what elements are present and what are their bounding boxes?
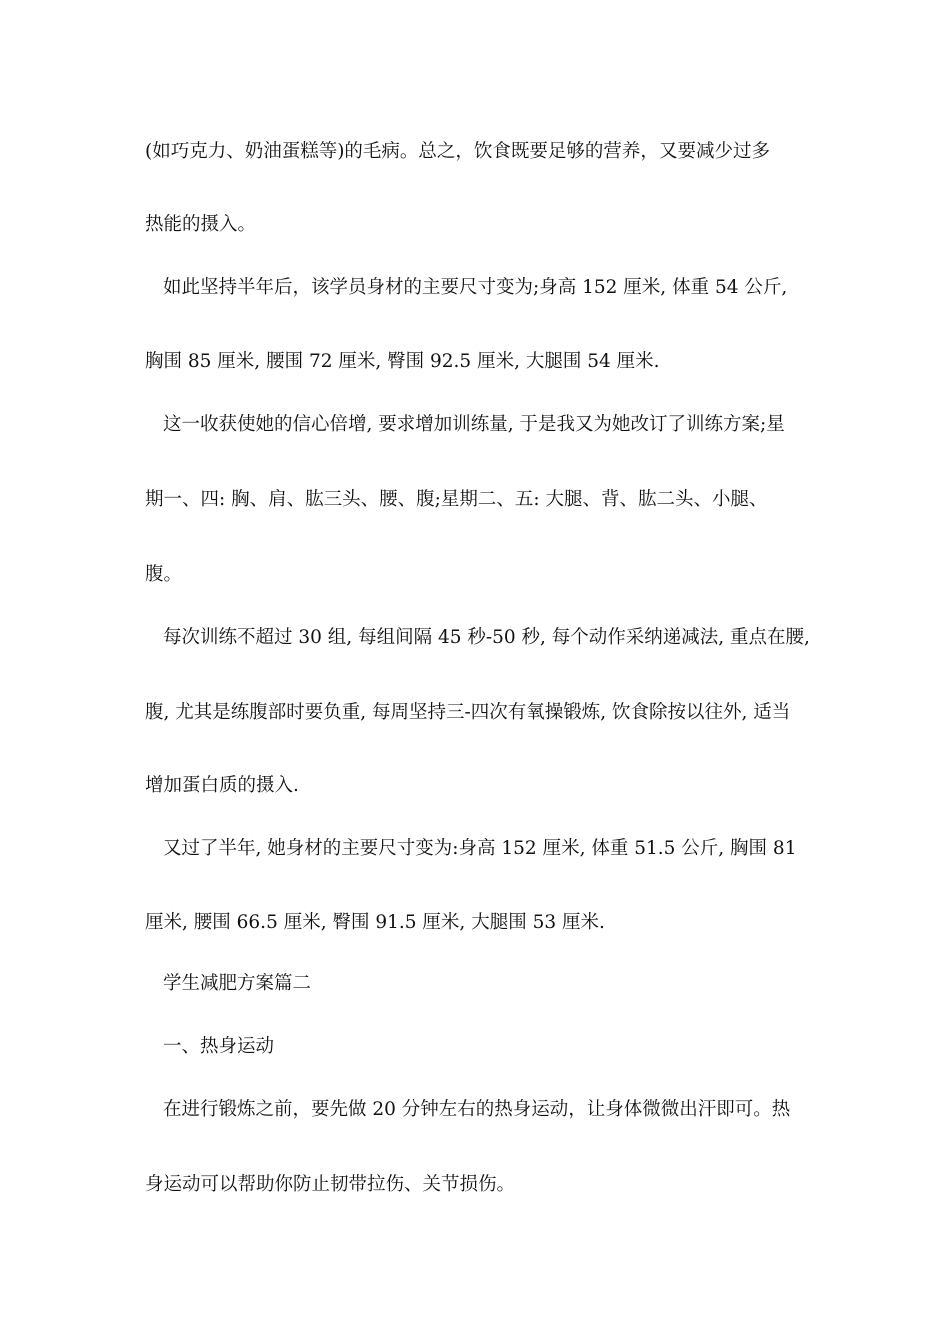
text-line: 胸围 85 厘米, 腰围 72 厘米, 臀围 92.5 厘米, 大腿围 54 厘米. (145, 351, 660, 372)
text-line: 腹, 尤其是练腹部时要负重, 每周坚持三-四次有氧操锻炼, 饮食除按以往外, 适当 (145, 702, 791, 723)
paragraph-line: 如此坚持半年后，该学员身材的主要尺寸变为;身高 152 厘米, 体重 54 公斤, (163, 277, 788, 298)
paragraph-line: 这一收获使她的信心倍增, 要求增加训练量, 于是我又为她改订了训练方案;星 (163, 414, 785, 435)
text-line: (如巧克力、奶油蛋糕等)的毛病。总之，饮食既要足够的营养，又要减少过多 (145, 141, 770, 162)
text-line: 身运动可以帮助你防止韧带拉伤、关节损伤。 (145, 1174, 516, 1195)
subsection-heading: 一、热身运动 (163, 1036, 275, 1057)
text-line: 热能的摄入。 (145, 214, 257, 235)
paragraph-line: 每次训练不超过 30 组, 每组间隔 45 秒-50 秒, 每个动作采纳递减法, 重点在腰, (163, 627, 810, 648)
text-line: 增加蛋白质的摄入. (145, 775, 299, 796)
text-line: 期一、四: 胸、肩、肱三头、腰、腹;星期二、五: 大腿、背、肱二头、小腿、 (145, 489, 768, 510)
text-line: 厘米, 腰围 66.5 厘米, 臀围 91.5 厘米, 大腿围 53 厘米. (145, 912, 605, 933)
paragraph-line: 又过了半年, 她身材的主要尺寸变为:身高 152 厘米, 体重 51.5 公斤, 胸围 81 (163, 838, 797, 859)
section-heading: 学生减肥方案篇二 (163, 973, 312, 994)
paragraph-line: 在进行锻炼之前，要先做 20 分钟左右的热身运动，让身体微微出汗即可。热 (163, 1099, 791, 1120)
text-line: 腹。 (145, 564, 183, 585)
